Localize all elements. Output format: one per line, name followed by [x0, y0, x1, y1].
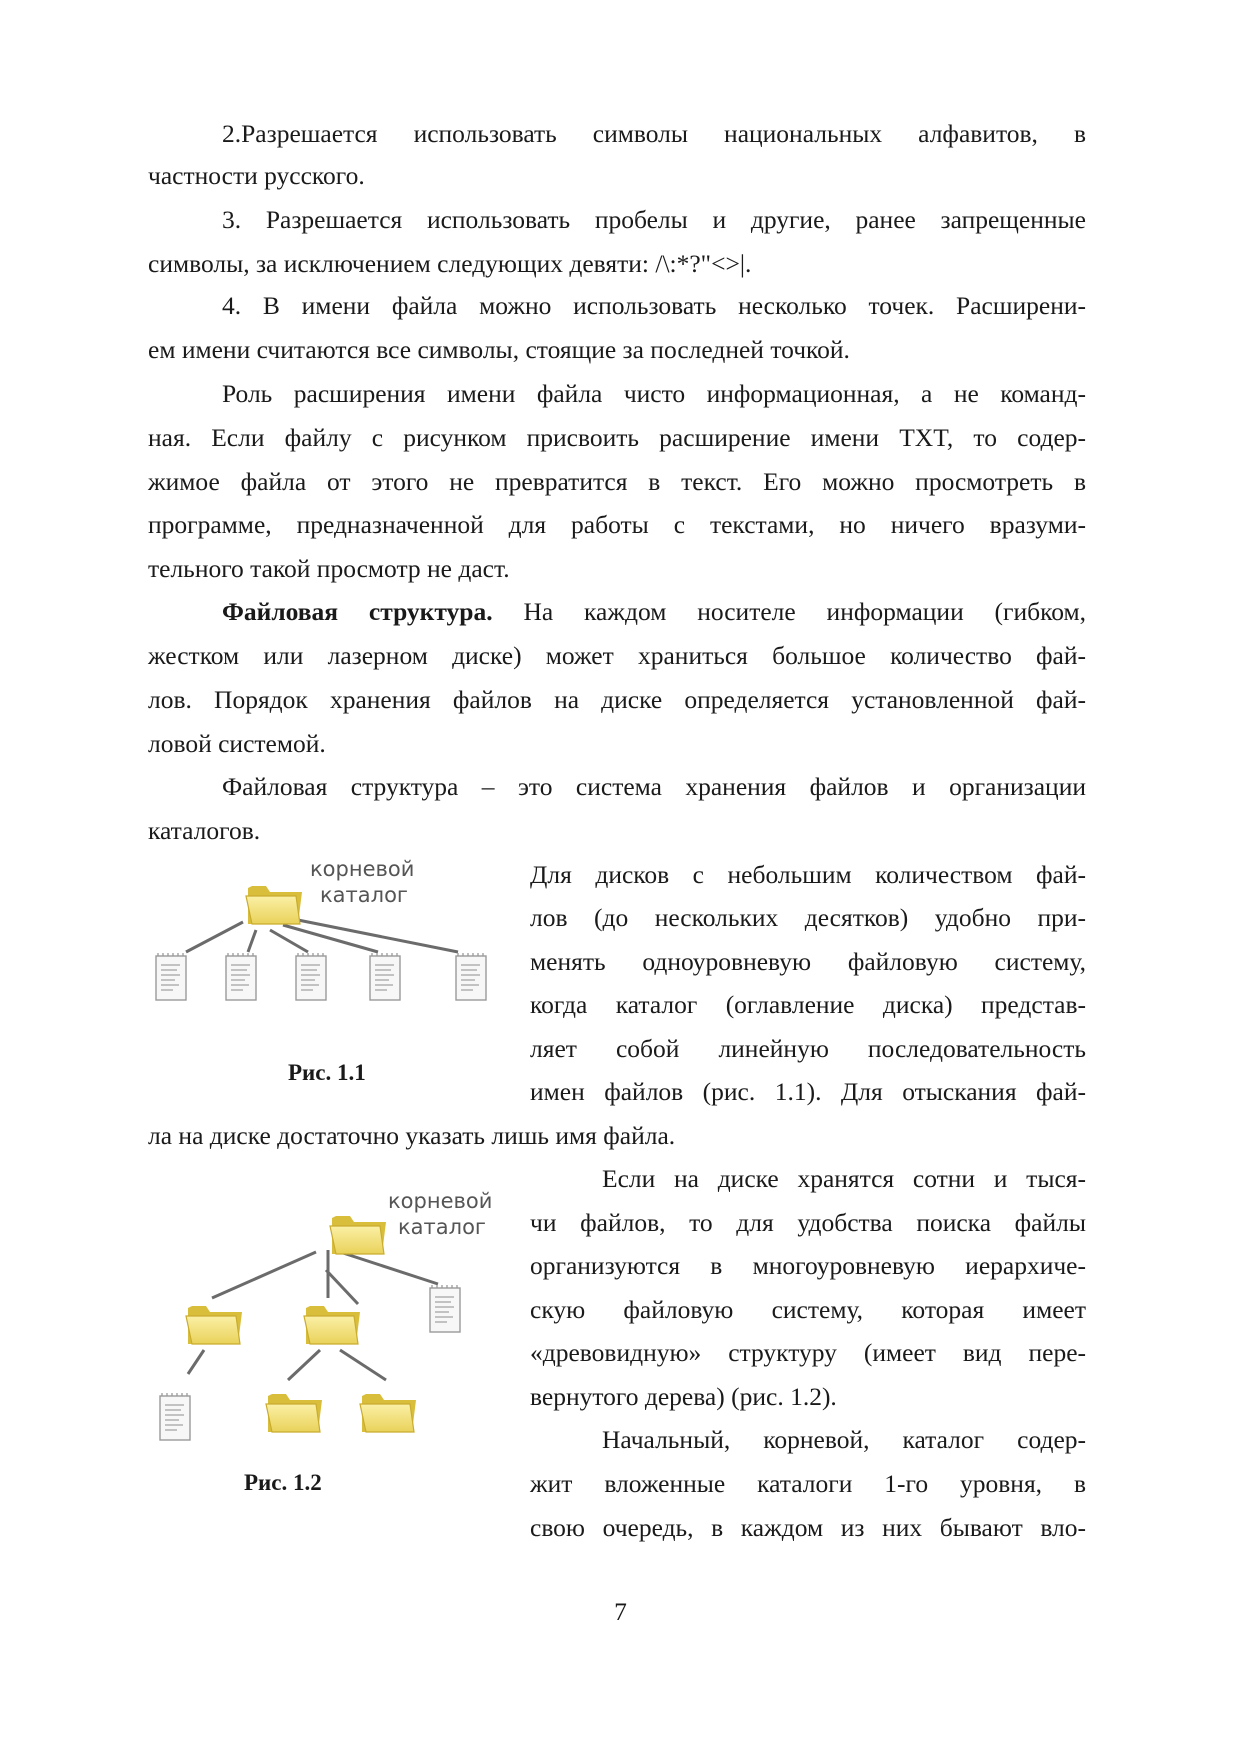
figure-1-1-diagram: [148, 850, 528, 1040]
text-line: каталогов.: [148, 816, 261, 845]
text-line: Для дисков с небольшим количеством фай-: [530, 860, 1086, 889]
root-label-line2: каталог: [398, 1215, 486, 1239]
file-icon: [296, 953, 326, 1000]
file-icon: [456, 953, 486, 1000]
text-line: Начальный, корневой, каталог содер-: [602, 1425, 1086, 1454]
text-line: вернутого дерева) (рис. 1.2).: [530, 1382, 837, 1411]
text-line: Файловая структура – это система хранения файлов и организации: [222, 772, 1086, 801]
text-line: имен файлов (рис. 1.1). Для отыскания фай-: [530, 1077, 1086, 1106]
text-line: свою очередь, в каждом из них бывают вло-: [530, 1513, 1086, 1542]
folder-icon: [360, 1394, 416, 1432]
text-line: 4. В имени файла можно использовать несколько точек. Расширени-: [222, 291, 1086, 320]
file-icon: [430, 1285, 460, 1332]
root-label-line2: каталог: [320, 883, 408, 907]
text-line: «древовидную» структуру (имеет вид пере-: [530, 1338, 1086, 1367]
text-line: частности русского.: [148, 161, 365, 190]
text-line: скую файловую систему, которая имеет: [530, 1295, 1086, 1324]
folder-icon: [186, 1306, 242, 1344]
figure-caption: Рис. 1.2: [244, 1470, 322, 1495]
text-line: Роль расширения имени файла чисто информационная, а не команд-: [222, 379, 1086, 408]
text-line: [222, 597, 1086, 627]
page-number: 7: [614, 1597, 627, 1626]
text-line: когда каталог (оглавление диска) представ-: [530, 990, 1086, 1019]
root-folder-icon: [330, 1216, 386, 1254]
text-line: 2.Разрешается использовать символы национальных алфавитов, в: [222, 119, 1086, 148]
text-line: ем имени считаются все символы, стоящие за последней точкой.: [148, 335, 850, 364]
text-line: чи файлов, то для удобства поиска файлы: [530, 1208, 1086, 1237]
figure-1-2-diagram: [148, 1180, 528, 1450]
file-icon: [226, 953, 256, 1000]
text-line: ловой системой.: [148, 729, 326, 758]
section-heading: Файловая структура.: [222, 597, 493, 626]
text-span: На каждом носителе информации (гибком,: [492, 597, 1086, 626]
text-line: организуются в многоуровневую иерархиче-: [530, 1251, 1086, 1280]
text-line: символы, за исключением следующих девяти: /\:*?"<>|.: [148, 249, 752, 278]
text-line: жимое файла от этого не превратится в текст. Его можно просмотреть в: [148, 467, 1086, 496]
text-line: лов. Порядок хранения файлов на диске определяется установленной фай-: [148, 685, 1086, 714]
root-label-line1: корневой: [310, 857, 415, 881]
root-label-line1: корневой: [388, 1189, 493, 1213]
text-line: лов (до нескольких десятков) удобно при-: [530, 903, 1086, 932]
text-line: тельного такой просмотр не даст.: [148, 554, 510, 583]
text-line: ла на диске достаточно указать лишь имя файла.: [148, 1121, 676, 1150]
folder-icon: [246, 886, 302, 924]
text-line: 3. Разрешается использовать пробелы и другие, ранее запрещенные: [222, 205, 1086, 234]
folder-icon: [266, 1394, 322, 1432]
file-icon: [370, 953, 400, 1000]
file-icon: [160, 1393, 190, 1440]
figure-caption: Рис. 1.1: [288, 1060, 366, 1085]
text-line: программе, предназначенной для работы с текстами, но ничего вразуми-: [148, 510, 1086, 539]
file-icon: [156, 953, 186, 1000]
text-line: Если на диске хранятся сотни и тыся-: [602, 1164, 1086, 1193]
folder-icon: [304, 1306, 360, 1344]
text-line: менять одноуровневую файловую систему,: [530, 947, 1086, 976]
text-line: ная. Если файлу с рисунком присвоить расширение имени TXT, то содер-: [148, 423, 1086, 452]
text-line: жит вложенные каталоги 1-го уровня, в: [530, 1469, 1086, 1498]
text-line: ляет собой линейную последовательность: [530, 1034, 1086, 1063]
text-line: жестком или лазерном диске) может храниться большое количество фай-: [148, 641, 1086, 670]
